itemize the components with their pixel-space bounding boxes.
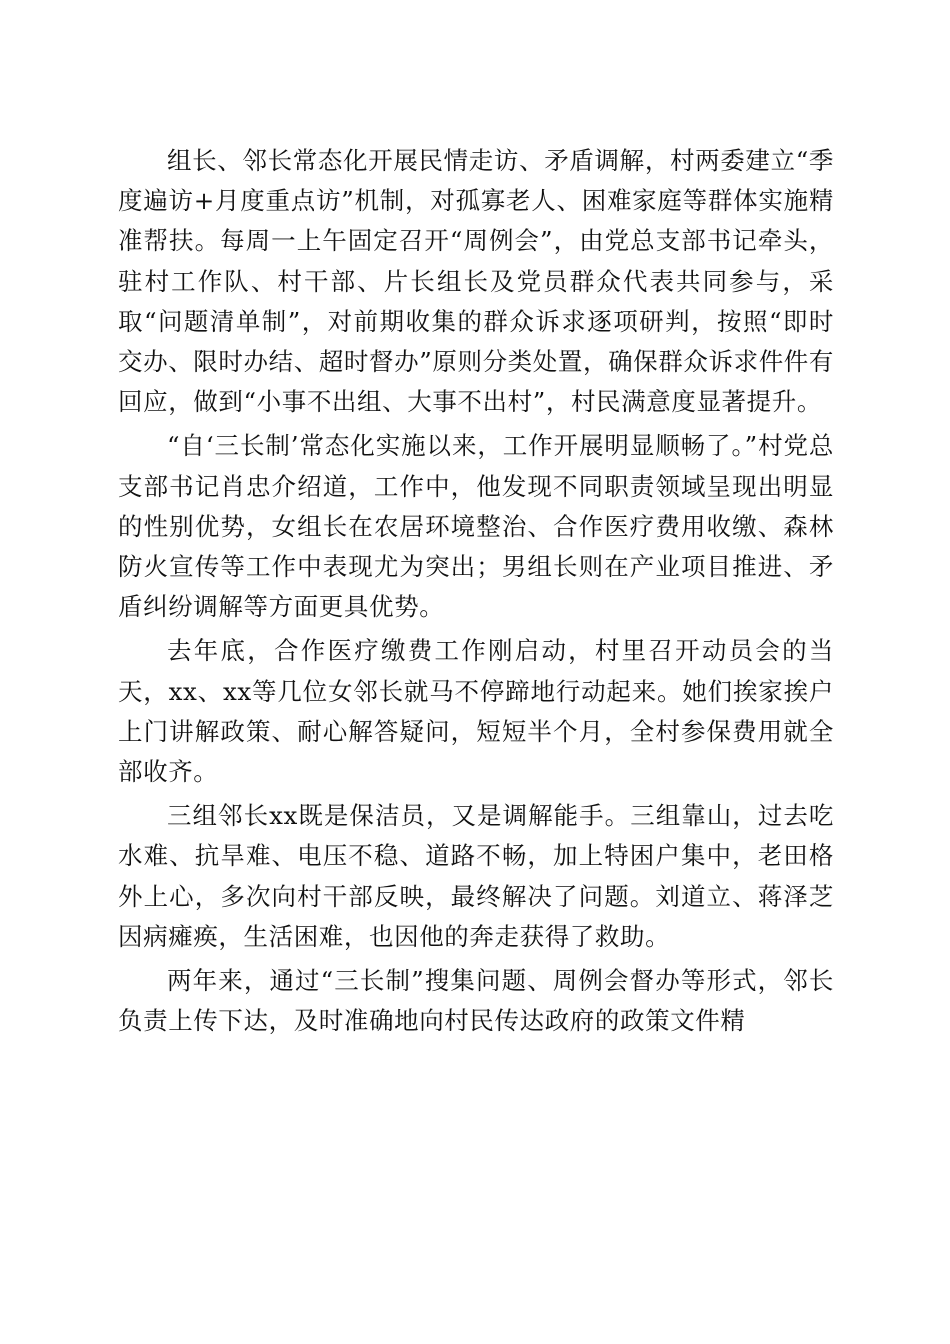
- paragraph-5: 两年来，通过“三长制”搜集问题、周例会督办等形式，邻长负责上传下达，及时准确地向村民传达政府的政策文件精: [118, 966, 834, 1036]
- document-body: [118, 141, 834, 1045]
- paragraph-1: 组长、邻长常态化开展民情走访、矛盾调解，村两委建立“季度遍访+月度重点访”机制，对孤寡老人、困难家庭等群体实施精准帮扶。每周一上午固定召开“周例会”，由党总支部书记牵头，驻村工作队、村干部、片长组长及党员群众代表共同参与，采取“问题清单制”，对前期收集的群众诉求逐项研判，按照“即时交办、限时办结、超时督办”原则分类处置，确保群众诉求件件有回应，做到“小事不出组、大事不出村”，村民满意度显著提升。: [118, 146, 834, 417]
- paragraph-2: “自‘三长制’常态化实施以来，工作开展明显顺畅了。”村党总支部书记肖忠介绍道，工作中，他发现不同职责领域呈现出明显的性别优势，女组长在农居环境整治、合作医疗费用收缴、森林防火宣传等工作中表现尤为突出；男组长则在产业项目推进、矛盾纠纷调解等方面更具优势。: [118, 431, 834, 622]
- paragraph-3: 去年底，合作医疗缴费工作刚启动，村里召开动员会的当天，xx、xx等几位女邻长就马不停蹄地行动起来。她们挨家挨户上门讲解政策、耐心解答疑问，短短半个月，全村参保费用就全部收齐。: [118, 636, 834, 787]
- paragraph-4: 三组邻长xx既是保洁员，又是调解能手。三组靠山，过去吃水难、抗旱难、电压不稳、道路不畅，加上特困户集中，老田格外上心，多次向村干部反映，最终解决了问题。刘道立、蒋泽芝因病瘫痪，生活困难，也因他的奔走获得了救助。: [118, 801, 834, 951]
